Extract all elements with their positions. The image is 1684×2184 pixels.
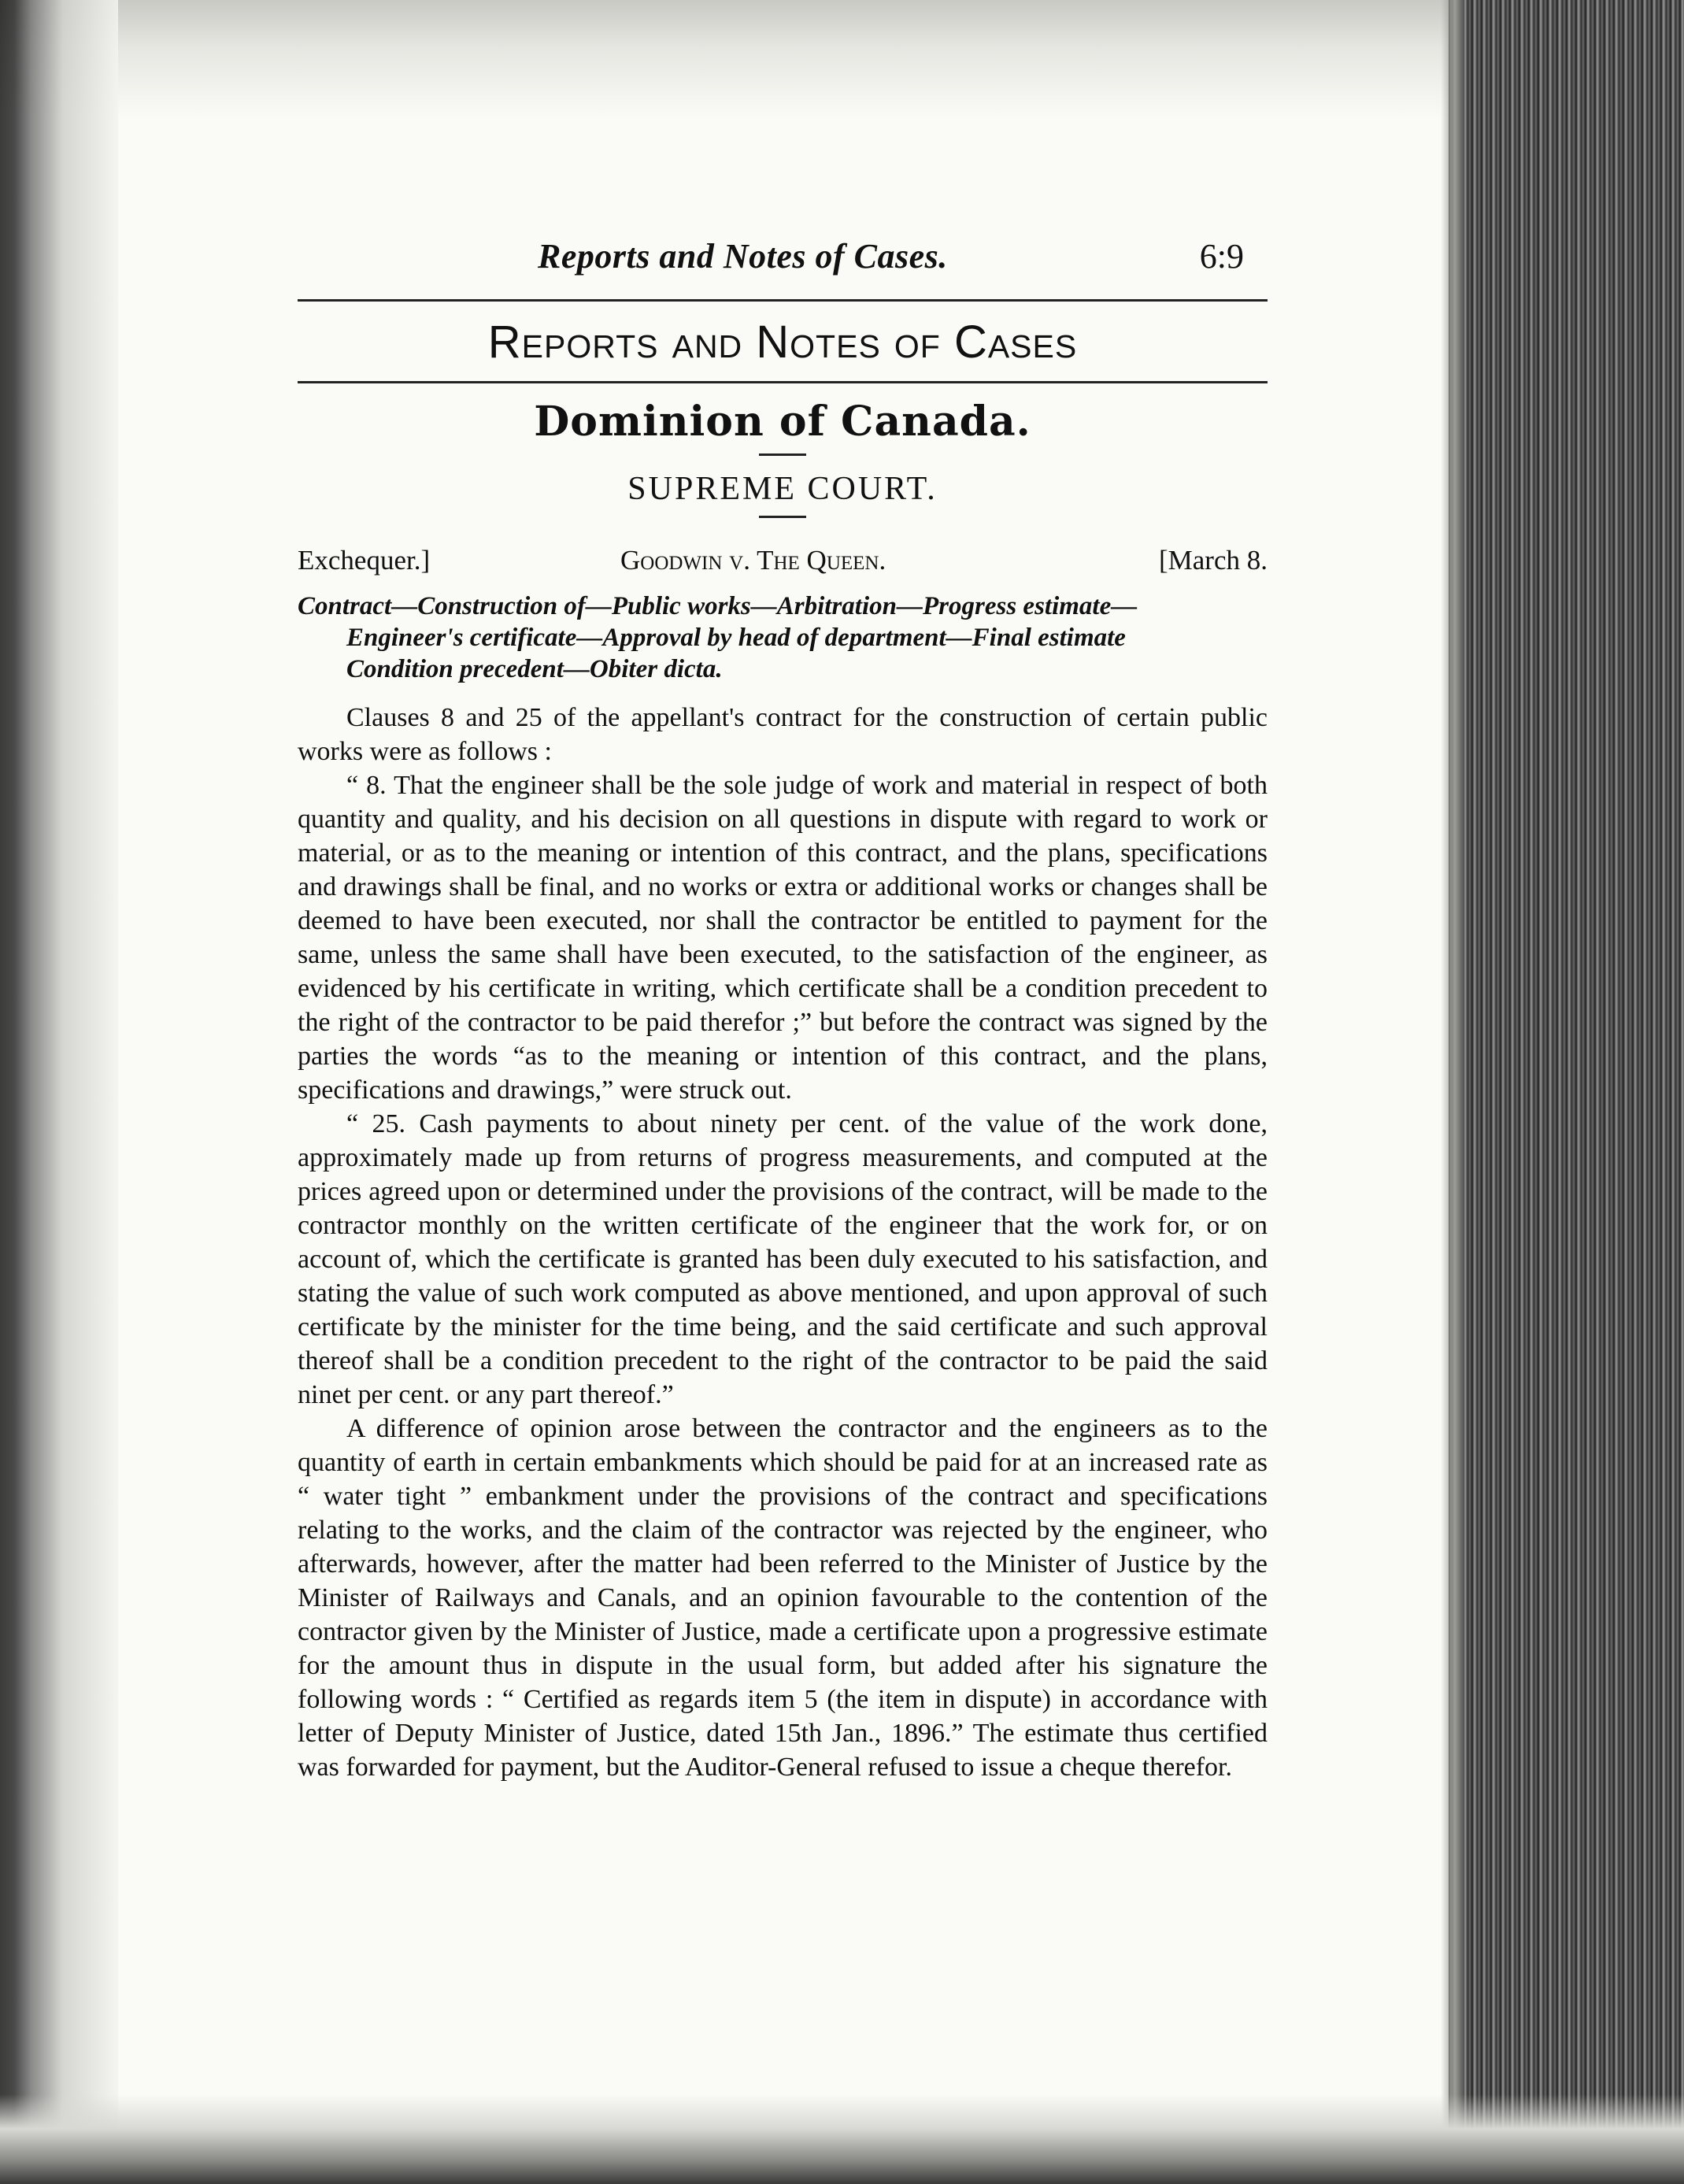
section-divider <box>759 453 806 456</box>
case-caption <box>298 545 1268 589</box>
title-rule <box>298 381 1268 383</box>
body-paragraph: “ 25. Cash payments to about ninety per cent. of the value of the work done, approximately made up from returns of progress measurements, and computed at the prices agreed upon or determined under the provisions of the contract, will be made to the contractor monthly on the written certificate of the engineer that the work for, or on account of, which the certificate is granted has been duly executed to his satisfaction, and stating the value of such work computed as above mentioned, and upon approval of such certificate by the minister for the time being, and the said certificate and such approval thereof shall be a condition precedent to the right of the contractor to be paid the said ninet per cent. or any part thereof.” <box>298 1109 1268 1409</box>
book-edge-gradient <box>1441 0 1464 2184</box>
case-name: Goodwin v. The Queen. <box>620 545 886 576</box>
headnote <box>298 590 1268 685</box>
headnote-line: Condition precedent—Obiter dicta. <box>346 655 723 683</box>
court-divider <box>759 516 806 518</box>
scan-shadow-left <box>0 0 118 2184</box>
document-page <box>298 236 1268 1784</box>
section-title: Dominion of Canada. <box>534 398 1031 446</box>
running-title: Reports and Notes of Cases. <box>538 237 948 276</box>
headnote-line: Engineer's certificate—Approval by head of department—Final estimate <box>346 624 1126 652</box>
scan-shadow-top <box>0 0 1684 118</box>
main-title: Reports and Notes of Cases <box>487 316 1078 368</box>
book-page-edges <box>1449 0 1684 2184</box>
body-paragraph: A difference of opinion arose between the contractor and the engineers as to the quantity of earth in certain embankments which should be paid for at an increased rate as “ water tight ” embankment under the provisions of the contract and specifications relating to the works, and the claim of the contractor was rejected by the engineer, who afterwards, however, after the matter had been referred to the Minister of Justice by the Minister of Railways and Canals, and an opinion favourable to the contention of the contractor given by the Minister of Justice, made a certificate upon a progressive estimate for the amount thus in dispute in the usual form, but added after his signature the following words : “ Certified as regards item 5 (the item in dispute) in accordance with letter of Deputy Minister of Justice, dated 15th Jan., 1896.” The estimate thus certified was forwarded for payment, but the Auditor-General refused to issue a cheque therefor. <box>298 1414 1268 1782</box>
header-rule <box>298 299 1268 302</box>
headnote-line: Contract—Construction of—Public works—Arbitration—Progress estimate— <box>298 592 1138 620</box>
body-paragraph: Clauses 8 and 25 of the appellant's contract for the construction of certain public works were as follows : <box>298 703 1268 766</box>
body-paragraph: “ 8. That the engineer shall be the sole judge of work and material in respect of both quantity and quality, and his decision on all questions in dispute with regard to work or material, or as to the meaning or intention of this contract, and the plans, specifications and drawings shall be final, and no works or extra or additional works or changes shall be deemed to have been executed, nor shall the contractor be entitled to payment for the same, unless the same shall have been executed, to the satisfaction of the engineer, as evidenced by his certificate in writing, which certificate shall be a condition precedent to the right of the contractor to be paid therefor ;” but before the contract was signed by the parties the words “as to the meaning or intention of this contract, and the plans, specifications and drawings,” were struck out. <box>298 771 1268 1105</box>
case-date: [March 8. <box>1158 545 1268 576</box>
running-header <box>298 236 1268 299</box>
court-title: SUPREME COURT. <box>627 471 938 507</box>
scan-shadow-bottom <box>0 2094 1684 2184</box>
case-court: Exchequer.] <box>298 545 431 576</box>
page-number: 6:9 <box>1199 237 1244 276</box>
